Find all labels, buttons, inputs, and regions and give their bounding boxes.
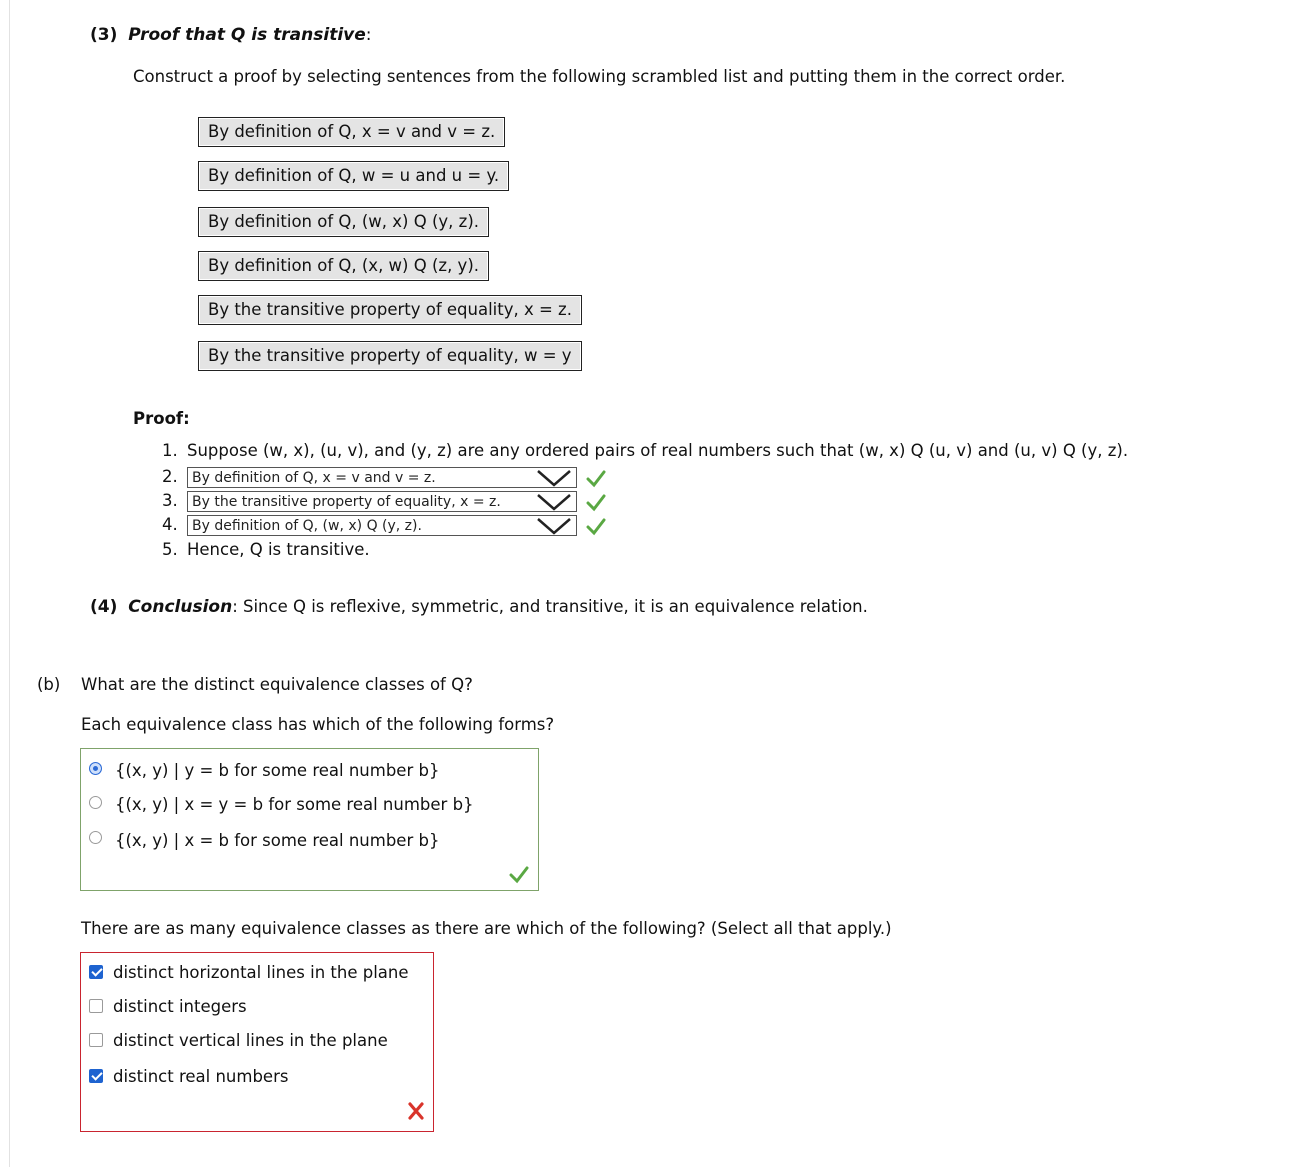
part3-heading xyxy=(90,25,372,45)
correct-check-icon xyxy=(509,866,529,884)
partb-question: What are the distinct equivalence classes of Q? xyxy=(81,675,473,694)
step-1-text: Suppose (w, x), (u, v), and (y, z) are any ordered pairs of real numbers such that (w, x) Q (u, v) and (u, v) Q (y, z). xyxy=(187,441,1129,460)
part4-number: (4) xyxy=(90,597,118,617)
step-2-value: By definition of Q, x = v and v = z. xyxy=(192,470,436,486)
proof-tile[interactable]: By definition of Q, (w, x) Q (y, z). xyxy=(198,207,489,237)
part3-number: (3) xyxy=(90,25,118,45)
step-2-dropdown[interactable] xyxy=(187,467,577,488)
partb-sub1: Each equivalence class has which of the following forms? xyxy=(81,715,555,734)
correct-check-icon xyxy=(586,494,606,512)
left-rule xyxy=(9,0,10,1167)
step-3-dropdown[interactable] xyxy=(187,491,577,512)
step-5-text: Hence, Q is transitive. xyxy=(187,540,370,559)
part4-text: : Since Q is reflexive, symmetric, and transitive, it is an equivalence relation. xyxy=(232,597,868,616)
step-number: 5. xyxy=(162,540,178,559)
part3-title: Proof that Q is transitive xyxy=(128,25,366,45)
incorrect-x-icon xyxy=(406,1102,426,1120)
step-4-dropdown[interactable] xyxy=(187,515,577,536)
proof-tile[interactable]: By the transitive property of equality, x = z. xyxy=(198,295,582,325)
choice-label[interactable]: distinct integers xyxy=(113,997,247,1016)
choice-label[interactable]: distinct real numbers xyxy=(113,1067,289,1086)
partb-sub2: There are as many equivalence classes as there are which of the following? (Select all that apply.) xyxy=(81,919,892,938)
step-3-value: By the transitive property of equality, x = z. xyxy=(192,494,501,510)
proof-tile[interactable]: By definition of Q, w = u and u = y. xyxy=(198,161,509,191)
part4-heading xyxy=(90,597,868,617)
chevron-down-icon xyxy=(536,516,572,536)
checkbox-checked[interactable] xyxy=(89,1069,103,1083)
part3-instruction: Construct a proof by selecting sentences from the following scrambled list and putting them in the correct order. xyxy=(133,67,1066,86)
step-number: 4. xyxy=(162,515,178,534)
part4-title: Conclusion xyxy=(128,597,233,617)
chevron-down-icon xyxy=(536,468,572,488)
radio[interactable] xyxy=(89,831,102,844)
partb-label: (b) xyxy=(37,675,61,694)
form-option[interactable]: {(x, y) | x = b for some real number b} xyxy=(115,831,440,850)
step-number: 3. xyxy=(162,491,178,510)
part3-colon: : xyxy=(365,25,372,45)
proof-tile[interactable]: By definition of Q, x = v and v = z. xyxy=(198,117,505,147)
checkbox[interactable] xyxy=(89,999,103,1013)
correct-check-icon xyxy=(586,470,606,488)
step-number: 2. xyxy=(162,467,178,486)
step-number: 1. xyxy=(162,441,178,460)
choice-label[interactable]: distinct vertical lines in the plane xyxy=(113,1031,388,1050)
proof-tile[interactable]: By the transitive property of equality, w = y xyxy=(198,341,582,371)
chevron-down-icon xyxy=(536,492,572,512)
form-option[interactable]: {(x, y) | y = b for some real number b} xyxy=(115,761,440,780)
form-option[interactable]: {(x, y) | x = y = b for some real number b} xyxy=(115,795,474,814)
radio-selected[interactable] xyxy=(89,762,102,775)
step-4-value: By definition of Q, (w, x) Q (y, z). xyxy=(192,518,422,534)
choice-label[interactable]: distinct horizontal lines in the plane xyxy=(113,963,409,982)
proof-tile[interactable]: By definition of Q, (x, w) Q (z, y). xyxy=(198,251,489,281)
proof-label: Proof: xyxy=(133,409,190,428)
radio[interactable] xyxy=(89,796,102,809)
correct-check-icon xyxy=(586,518,606,536)
checkbox[interactable] xyxy=(89,1033,103,1047)
checkbox-checked[interactable] xyxy=(89,965,103,979)
